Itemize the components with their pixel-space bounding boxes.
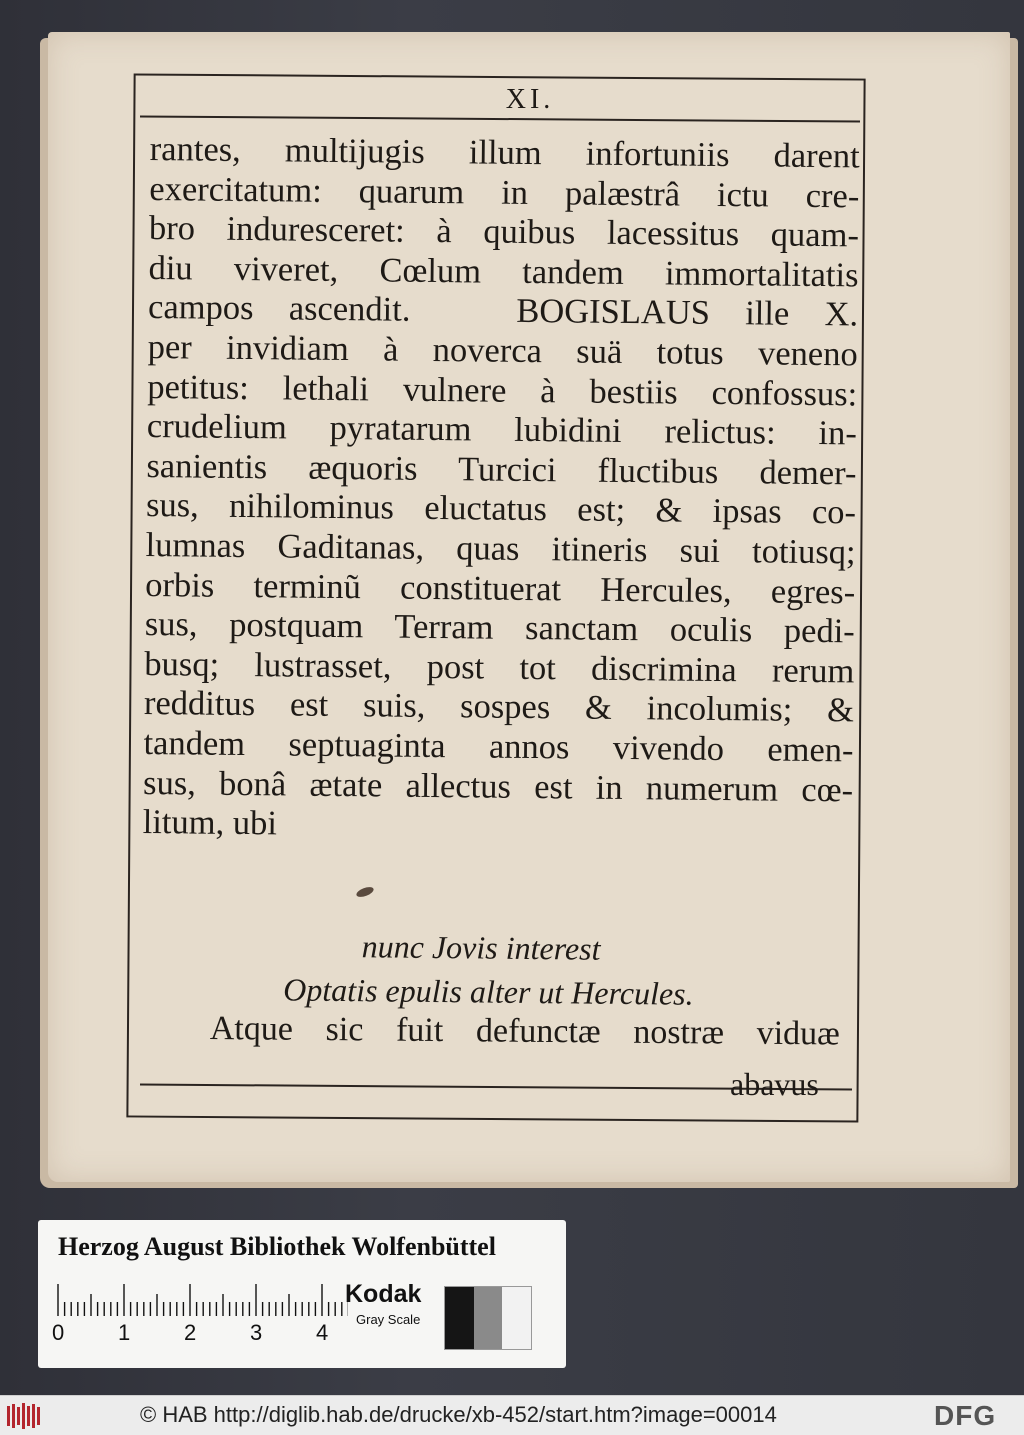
text-line: sus, postquam Terram sanctam oculis pedi- [144,605,855,651]
text-line: rantes, multijugis illum infortuniis darent [149,130,860,176]
verse-line: Optatis epulis alter ut Hercules. [283,971,694,1012]
text-line: sanientis æquoris Turcici fluctibus demer- [146,446,857,493]
ruler-number: 0 [52,1320,65,1345]
text-line: lumnas Gaditanas, quas itineris sui totiusq; [145,525,856,572]
text-line: busq; lustrasset, post tot discrimina rerum [144,644,855,691]
ruler-number: 2 [184,1320,197,1345]
catchword: abavus [730,1066,819,1102]
text-line: sus, nihilominus eluctatus est; & ipsas co- [145,486,857,532]
ruler-numbers [52,1320,352,1346]
body-text [143,130,860,850]
dfg-logo[interactable]: DFG [934,1400,997,1431]
kodak-logo: Kodak [345,1280,422,1308]
viewer-footer [0,1395,1024,1435]
text-line: exercitatum: quarum in palæstrâ ictu cre- [149,169,860,216]
gray-scale-label: Gray Scale [356,1312,421,1327]
ruler-number: 1 [118,1320,131,1345]
gray-patch [474,1287,503,1349]
closing-line: Atque sic fuit defunctæ nostræ viduæ [209,1009,840,1053]
text-line: crudelium pyratarum lubidini relictus: in- [146,407,858,453]
copyright-url[interactable]: © HAB http://diglib.hab.de/drucke/xb-452/start.htm?image=00014 [140,1402,777,1427]
text-line: diu viveret, Cœlum tandem immortalitatis [148,248,859,295]
gray-patch [445,1287,474,1349]
page-number: XI. [505,84,555,115]
gray-scale-patches [444,1286,532,1350]
library-name: Herzog August Bibliothek Wolfenbüttel [58,1232,496,1261]
text-line: redditus est suis, sospes & incolumis; & [143,684,855,730]
text-line: litum, ubi [142,803,278,843]
text-line: bro induresceret: à quibus lacessitus quam- [148,209,860,255]
verse-quote [149,922,860,1017]
color-reference-card [38,1220,566,1368]
hab-logo-icon[interactable] [6,1402,44,1430]
verse-line: nunc Jovis interest [361,928,601,967]
text-line: sus, bonâ ætate allectus est in numerum cœ- [142,763,854,809]
text-line: petitus: lethali vulnere à bestiis confossus: [147,367,858,413]
text-line: campos ascendit. BOGISLAUS ille X. [147,288,859,334]
ruler-scale [56,1282,348,1316]
gray-patch [502,1287,531,1349]
ruler-number: 3 [250,1320,263,1345]
text-line: orbis terminũ constituerat Hercules, egres- [145,565,856,611]
text-line: per invidiam à noverca suä totus veneno [147,327,858,374]
text-line: tandem septuaginta annos vivendo emen- [143,723,854,770]
ruler-number: 4 [316,1320,329,1345]
